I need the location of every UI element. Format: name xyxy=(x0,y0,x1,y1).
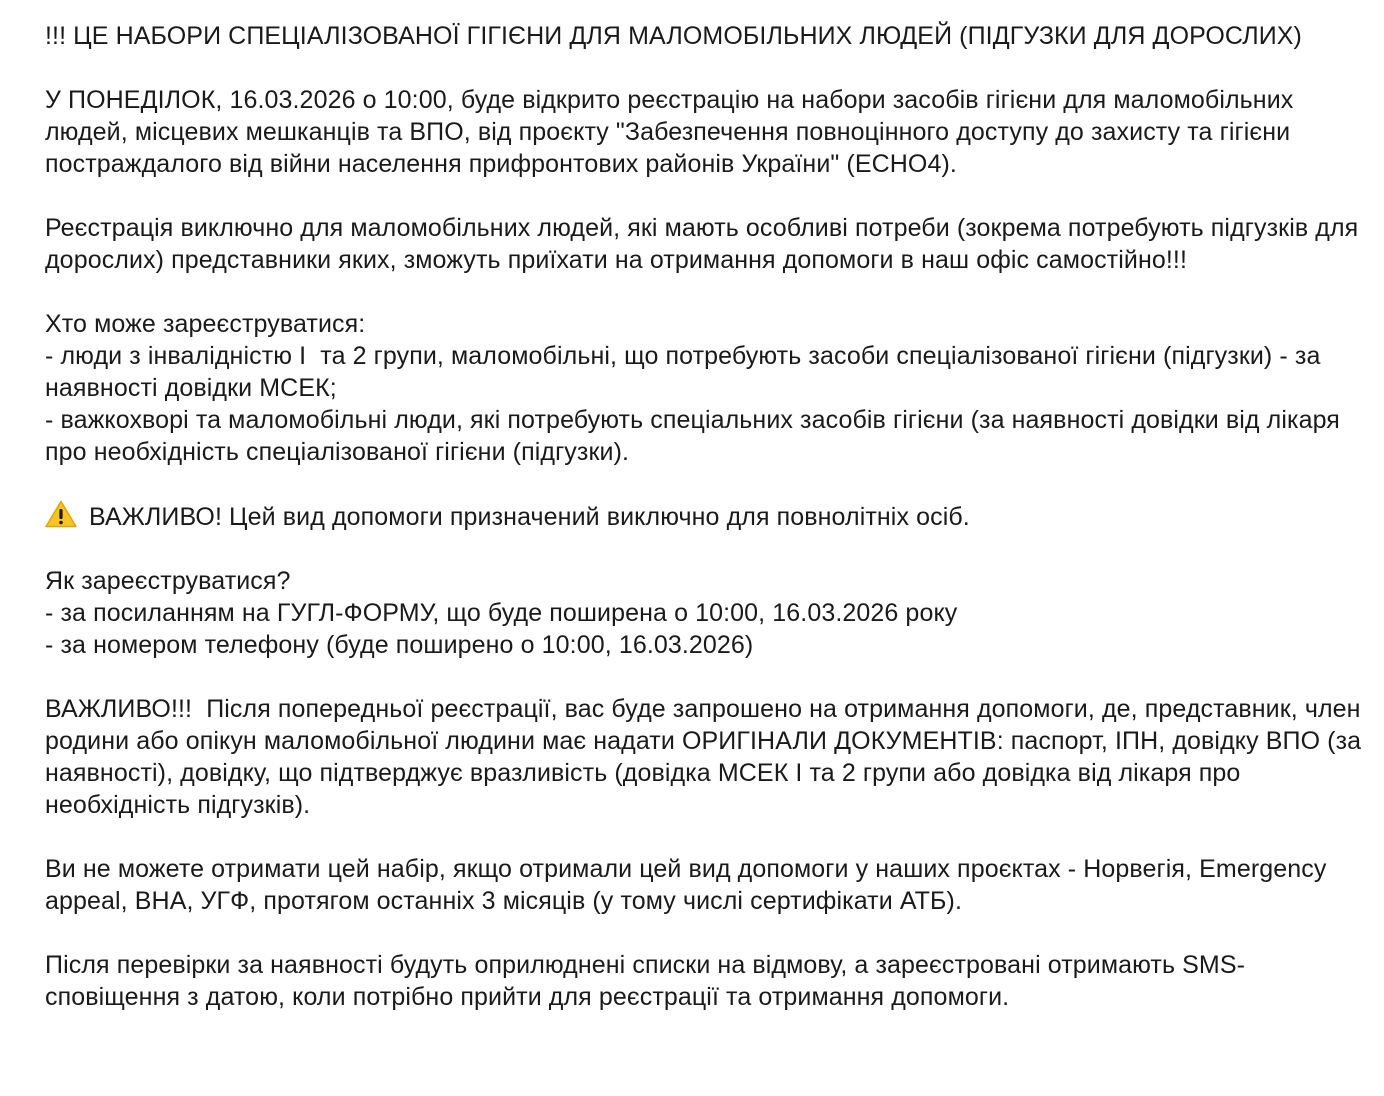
how-item-phone: - за номером телефону (буде поширено о 10:00, 16.03.2026) xyxy=(45,631,754,659)
documents-text: ВАЖЛИВО!!! Після попередньої реєстрації, вас буде запрошено на отримання допомоги, де, представник, член родини або опікун маломобільної людини має надати ОРИГІНАЛИ ДОКУМЕНТІВ: паспорт, ІПН, довідку ВПО (за наявності), довідку, що підтверджує вразливість (довідка МСЕК І та 2 групи або довідка від лікаря про необхідність підгузків). xyxy=(45,695,1369,819)
documents-paragraph xyxy=(45,693,1369,821)
eligibility-text: Реєстрація виключно для маломобільних людей, які мають особливі потреби (зокрема потребують підгузків для дорослих) представники яких, зможуть приїхати на отримання допомоги в наш офіс самостійно!!! xyxy=(45,214,1366,274)
outcome-text: Після перевірки за наявності будуть оприлюднені списки на відмову, а зареєстровані отримають SMS-сповіщення з датою, коли потрібно прийти для реєстрації та отримання допомоги. xyxy=(45,951,1246,1011)
important-adults-text: ВАЖЛИВО! Цей вид допомоги призначений виключно для повнолітніх осіб. xyxy=(89,503,970,531)
message-body xyxy=(45,20,1369,1013)
who-heading: Хто може зареєструватися: xyxy=(45,310,366,338)
how-section xyxy=(45,565,1365,661)
intro-paragraph xyxy=(45,84,1365,180)
how-heading: Як зареєструватися? xyxy=(45,567,291,595)
who-item-disability: - люди з інвалідністю І та 2 групи, маломобільні, що потребують засоби спеціалізованої гігієни (підгузки) - за наявності довідки МСЕК; xyxy=(45,342,1328,402)
who-item-seriously-ill: - важкохворі та маломобільні люди, які потребують спеціальних засобів гігієни (за наявності довідки від лікаря про необхідність спеціалізованої гігієни (підгузки). xyxy=(45,406,1347,466)
intro-text: У ПОНЕДІЛОК, 16.03.2026 о 10:00, буде відкрито реєстрацію на набори засобів гігієни для маломобільних людей, місцевих мешканців та ВПО, від проєкту "Забезпечення повноцінного доступу до захисту та гігієни постраждалого від війни населення прифронтових районів України" (ECHO4). xyxy=(45,86,1301,178)
outcome-paragraph xyxy=(45,949,1365,1013)
headline-text: !!! ЦЕ НАБОРИ СПЕЦІАЛІЗОВАНОЇ ГІГІЄНИ ДЛЯ МАЛОМОБІЛЬНИХ ЛЮДЕЙ (ПІДГУЗКИ ДЛЯ ДОРОСЛИХ) xyxy=(45,22,1302,50)
eligibility-paragraph xyxy=(45,212,1365,276)
exclusion-text: Ви не можете отримати цей набір, якщо отримали цей вид допомоги у наших проєктах - Норвегія, Emergency appeal, BHA, УГФ, протягом останніх 3 місяців (у тому числі сертифікати АТБ). xyxy=(45,855,1334,915)
important-adults-line xyxy=(45,500,1365,533)
headline xyxy=(45,20,1365,52)
important-adults-paragraph xyxy=(45,500,1365,533)
how-item-google-form: - за посиланням на ГУГЛ-ФОРМУ, що буде поширена о 10:00, 16.03.2026 року xyxy=(45,599,958,627)
who-section xyxy=(45,308,1365,468)
exclusion-paragraph xyxy=(45,853,1365,917)
warning-icon xyxy=(45,500,77,528)
